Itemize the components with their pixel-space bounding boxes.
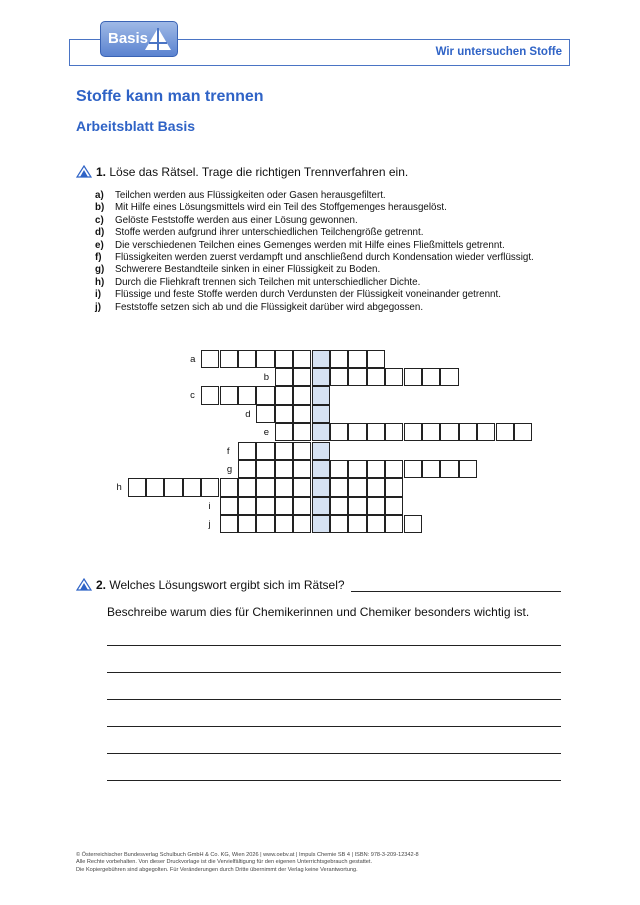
crossword-cell[interactable] bbox=[330, 350, 348, 368]
writing-line[interactable] bbox=[107, 753, 561, 754]
crossword-cell[interactable] bbox=[293, 460, 311, 478]
crossword-cell[interactable] bbox=[275, 423, 293, 441]
crossword-cell[interactable] bbox=[275, 460, 293, 478]
crossword-row-label: f bbox=[226, 445, 230, 457]
crossword-row-label: j bbox=[208, 519, 211, 531]
writing-line[interactable] bbox=[107, 645, 561, 646]
crossword-cell[interactable] bbox=[367, 350, 385, 368]
crossword-cell[interactable] bbox=[256, 515, 274, 533]
crossword-cell[interactable] bbox=[385, 515, 403, 533]
crossword-cell[interactable] bbox=[348, 515, 366, 533]
footer-copyright: © Österreichischer Bundesverlag Schulbuch GmbH & Co. KG, Wien 2026 | www.oebv.at | Impuls Chemie SB 4 | ISBN: 978-3-209-12342-8 bbox=[76, 852, 419, 858]
crossword-cell[interactable] bbox=[440, 423, 458, 441]
crossword-cell[interactable] bbox=[238, 497, 256, 515]
crossword-cell[interactable] bbox=[275, 368, 293, 386]
task-2-prompt: Beschreibe warum dies für Chemikerinnen und Chemiker besonders wichtig ist. bbox=[107, 605, 530, 619]
clue-text: Stoffe werden aufgrund ihrer unterschiedlichen Teilchengröße getrennt. bbox=[115, 227, 424, 239]
clue-letter: e) bbox=[95, 239, 104, 251]
crossword-solution-cell[interactable] bbox=[312, 368, 330, 386]
crossword-row-label: e bbox=[263, 427, 269, 439]
task-1 bbox=[76, 165, 408, 179]
crossword-cell[interactable] bbox=[404, 423, 422, 441]
crossword-cell[interactable] bbox=[293, 497, 311, 515]
clue-letter: i) bbox=[95, 289, 101, 301]
crossword-cell[interactable] bbox=[256, 405, 274, 423]
crossword-cell[interactable] bbox=[293, 423, 311, 441]
crossword-cell[interactable] bbox=[164, 478, 182, 496]
crossword-cell[interactable] bbox=[348, 368, 366, 386]
crossword-cell[interactable] bbox=[422, 368, 440, 386]
crossword-cell[interactable] bbox=[183, 478, 201, 496]
clue-letter: b) bbox=[95, 202, 105, 214]
crossword-cell[interactable] bbox=[220, 386, 238, 404]
task-2-number: 2. bbox=[96, 578, 107, 592]
clue-text: Feststoffe setzen sich ab und die Flüssigkeit darüber wird abgegossen. bbox=[115, 301, 424, 313]
crossword-cell[interactable] bbox=[477, 423, 495, 441]
writing-line[interactable] bbox=[107, 780, 561, 781]
crossword-solution-cell[interactable] bbox=[312, 515, 330, 533]
crossword-solution-cell[interactable] bbox=[312, 386, 330, 404]
crossword-row-label: h bbox=[116, 482, 122, 494]
crossword-cell[interactable] bbox=[514, 423, 532, 441]
crossword-cell[interactable] bbox=[404, 515, 422, 533]
crossword-cell[interactable] bbox=[330, 478, 348, 496]
crossword-row-label: b bbox=[263, 371, 269, 383]
writing-line[interactable] bbox=[107, 726, 561, 727]
task-2 bbox=[76, 578, 345, 592]
crossword-cell[interactable] bbox=[238, 515, 256, 533]
crossword-cell[interactable] bbox=[440, 460, 458, 478]
crossword-solution-cell[interactable] bbox=[312, 350, 330, 368]
page-title: Stoffe kann man trennen bbox=[76, 88, 264, 105]
clue-letter: g) bbox=[95, 264, 105, 276]
writing-line[interactable] bbox=[107, 699, 561, 700]
crossword-solution-cell[interactable] bbox=[312, 405, 330, 423]
clue-text: Flüssige und feste Stoffe werden durch Verdunsten der Flüssigkeit voneinander getrennt. bbox=[115, 289, 501, 301]
clue-item bbox=[95, 202, 555, 214]
crossword-row-label: a bbox=[190, 353, 196, 365]
crossword-cell[interactable] bbox=[293, 350, 311, 368]
crossword-cell[interactable] bbox=[256, 497, 274, 515]
crossword-cell[interactable] bbox=[293, 405, 311, 423]
crossword-cell[interactable] bbox=[367, 497, 385, 515]
crossword-cell[interactable] bbox=[385, 368, 403, 386]
footer bbox=[76, 852, 419, 874]
crossword-row-label: d bbox=[245, 408, 251, 420]
crossword-cell[interactable] bbox=[422, 460, 440, 478]
crossword-cell[interactable] bbox=[496, 423, 514, 441]
crossword-row-label: i bbox=[208, 500, 211, 512]
crossword-cell[interactable] bbox=[440, 368, 458, 386]
crossword-cell[interactable] bbox=[293, 478, 311, 496]
clue-list bbox=[95, 190, 555, 314]
clue-letter: c) bbox=[95, 214, 104, 226]
difficulty-icon bbox=[76, 578, 92, 591]
crossword-cell[interactable] bbox=[146, 478, 164, 496]
crossword-cell[interactable] bbox=[275, 405, 293, 423]
crossword-cell[interactable] bbox=[238, 442, 256, 460]
crossword-cell[interactable] bbox=[220, 478, 238, 496]
crossword-cell[interactable] bbox=[275, 515, 293, 533]
crossword-cell[interactable] bbox=[422, 423, 440, 441]
clue-text: Gelöste Feststoffe werden aus einer Lösung gewonnen. bbox=[115, 214, 358, 226]
writing-line[interactable] bbox=[107, 672, 561, 673]
clue-item bbox=[95, 240, 555, 252]
basis-logo bbox=[100, 21, 178, 57]
clue-item bbox=[95, 190, 555, 202]
task-1-number: 1. bbox=[96, 165, 107, 179]
crossword-cell[interactable] bbox=[385, 497, 403, 515]
difficulty-icon bbox=[76, 165, 92, 178]
logo-text: Basis bbox=[108, 30, 149, 47]
crossword-cell[interactable] bbox=[256, 442, 274, 460]
clue-item bbox=[95, 289, 555, 301]
footer-disclaimer: Die Kopiergebühren sind abgegolten. Für Veränderungen durch Dritte übernimmt der Verlag keine Verantwortung. bbox=[76, 866, 358, 873]
crossword-cell[interactable] bbox=[459, 423, 477, 441]
crossword-cell[interactable] bbox=[201, 350, 219, 368]
crossword-cell[interactable] bbox=[293, 515, 311, 533]
crossword-cell[interactable] bbox=[404, 368, 422, 386]
clue-letter: h) bbox=[95, 276, 105, 288]
crossword-cell[interactable] bbox=[293, 442, 311, 460]
clue-text: Teilchen werden aus Flüssigkeiten oder Gasen herausgefiltert. bbox=[115, 190, 386, 201]
clue-letter: j) bbox=[95, 301, 101, 313]
clue-letter: a) bbox=[95, 190, 104, 201]
clue-item bbox=[95, 215, 555, 227]
crossword-cell[interactable] bbox=[201, 386, 219, 404]
crossword-solution-cell[interactable] bbox=[312, 478, 330, 496]
crossword-cell[interactable] bbox=[330, 368, 348, 386]
clue-item bbox=[95, 302, 555, 314]
task-2-text: Welches Lösungswort ergibt sich im Rätsel? bbox=[109, 578, 345, 592]
crossword-cell[interactable] bbox=[275, 497, 293, 515]
crossword-cell[interactable] bbox=[275, 442, 293, 460]
crossword-cell[interactable] bbox=[275, 386, 293, 404]
clue-text: Flüssigkeiten werden zuerst verdampft und anschließend durch Kondensation wieder verflüssigt. bbox=[115, 252, 534, 264]
crossword-cell[interactable] bbox=[367, 423, 385, 441]
crossword-cell[interactable] bbox=[256, 478, 274, 496]
crossword-cell[interactable] bbox=[330, 460, 348, 478]
clue-item bbox=[95, 277, 555, 289]
crossword-cell[interactable] bbox=[201, 478, 219, 496]
crossword-cell[interactable] bbox=[367, 478, 385, 496]
crossword-cell[interactable] bbox=[348, 350, 366, 368]
crossword-cell[interactable] bbox=[330, 497, 348, 515]
clue-letter: d) bbox=[95, 227, 105, 239]
crossword-cell[interactable] bbox=[220, 497, 238, 515]
crossword-row-label: g bbox=[226, 463, 233, 475]
crossword-cell[interactable] bbox=[330, 423, 348, 441]
crossword-cell[interactable] bbox=[220, 350, 238, 368]
section-title: Wir untersuchen Stoffe bbox=[435, 46, 562, 58]
crossword-row-label: c bbox=[190, 390, 195, 402]
crossword-cell[interactable] bbox=[220, 515, 238, 533]
crossword-cell[interactable] bbox=[275, 350, 293, 368]
crossword-cell[interactable] bbox=[459, 460, 477, 478]
triangle-logo-icon bbox=[143, 26, 173, 52]
crossword-cell[interactable] bbox=[348, 478, 366, 496]
crossword-cell[interactable] bbox=[385, 478, 403, 496]
crossword-cell[interactable] bbox=[385, 460, 403, 478]
crossword-cell[interactable] bbox=[348, 423, 366, 441]
crossword-cell[interactable] bbox=[367, 515, 385, 533]
crossword-cell[interactable] bbox=[256, 350, 274, 368]
crossword-cell[interactable] bbox=[348, 497, 366, 515]
crossword-cell[interactable] bbox=[330, 515, 348, 533]
clue-text: Schwerere Bestandteile sinken in einer Flüssigkeit zu Boden. bbox=[115, 264, 381, 276]
crossword-cell[interactable] bbox=[293, 368, 311, 386]
crossword-cell[interactable] bbox=[385, 423, 403, 441]
crossword-solution-cell[interactable] bbox=[312, 423, 330, 441]
crossword-solution-cell[interactable] bbox=[312, 442, 330, 460]
solution-word-line[interactable] bbox=[351, 591, 561, 592]
clue-item bbox=[95, 264, 555, 276]
clue-text: Durch die Fliehkraft trennen sich Teilchen mit unterschiedlicher Dichte. bbox=[115, 276, 421, 288]
crossword-cell[interactable] bbox=[128, 478, 146, 496]
crossword-solution-cell[interactable] bbox=[312, 460, 330, 478]
crossword-cell[interactable] bbox=[367, 460, 385, 478]
footer-rights: Alle Rechte vorbehalten. Von dieser Druckvorlage ist die Vervielfältigung für den eigenen Unterrichtsgebrauch gestattet. bbox=[76, 859, 373, 866]
crossword-cell[interactable] bbox=[238, 350, 256, 368]
crossword-cell[interactable] bbox=[367, 368, 385, 386]
clue-text: Mit Hilfe eines Lösungsmittels wird ein Teil des Stoffgemenges herausgelöst. bbox=[115, 202, 447, 214]
crossword-cell[interactable] bbox=[256, 460, 274, 478]
crossword-cell[interactable] bbox=[256, 386, 274, 404]
crossword-cell[interactable] bbox=[348, 460, 366, 478]
crossword-cell[interactable] bbox=[275, 478, 293, 496]
task-1-text: Löse das Rätsel. Trage die richtigen Trennverfahren ein. bbox=[109, 165, 409, 179]
clue-letter: f) bbox=[95, 252, 102, 264]
clue-item bbox=[95, 227, 555, 239]
crossword-cell[interactable] bbox=[238, 478, 256, 496]
page-subtitle: Arbeitsblatt Basis bbox=[76, 118, 196, 134]
clue-item bbox=[95, 252, 555, 264]
crossword-cell[interactable] bbox=[293, 386, 311, 404]
crossword-cell[interactable] bbox=[238, 460, 256, 478]
crossword-cell[interactable] bbox=[238, 386, 256, 404]
crossword-solution-cell[interactable] bbox=[312, 497, 330, 515]
crossword-cell[interactable] bbox=[404, 460, 422, 478]
clue-text: Die verschiedenen Teilchen eines Gemenges werden mit Hilfe eines Fließmittels getrennt. bbox=[115, 239, 505, 251]
